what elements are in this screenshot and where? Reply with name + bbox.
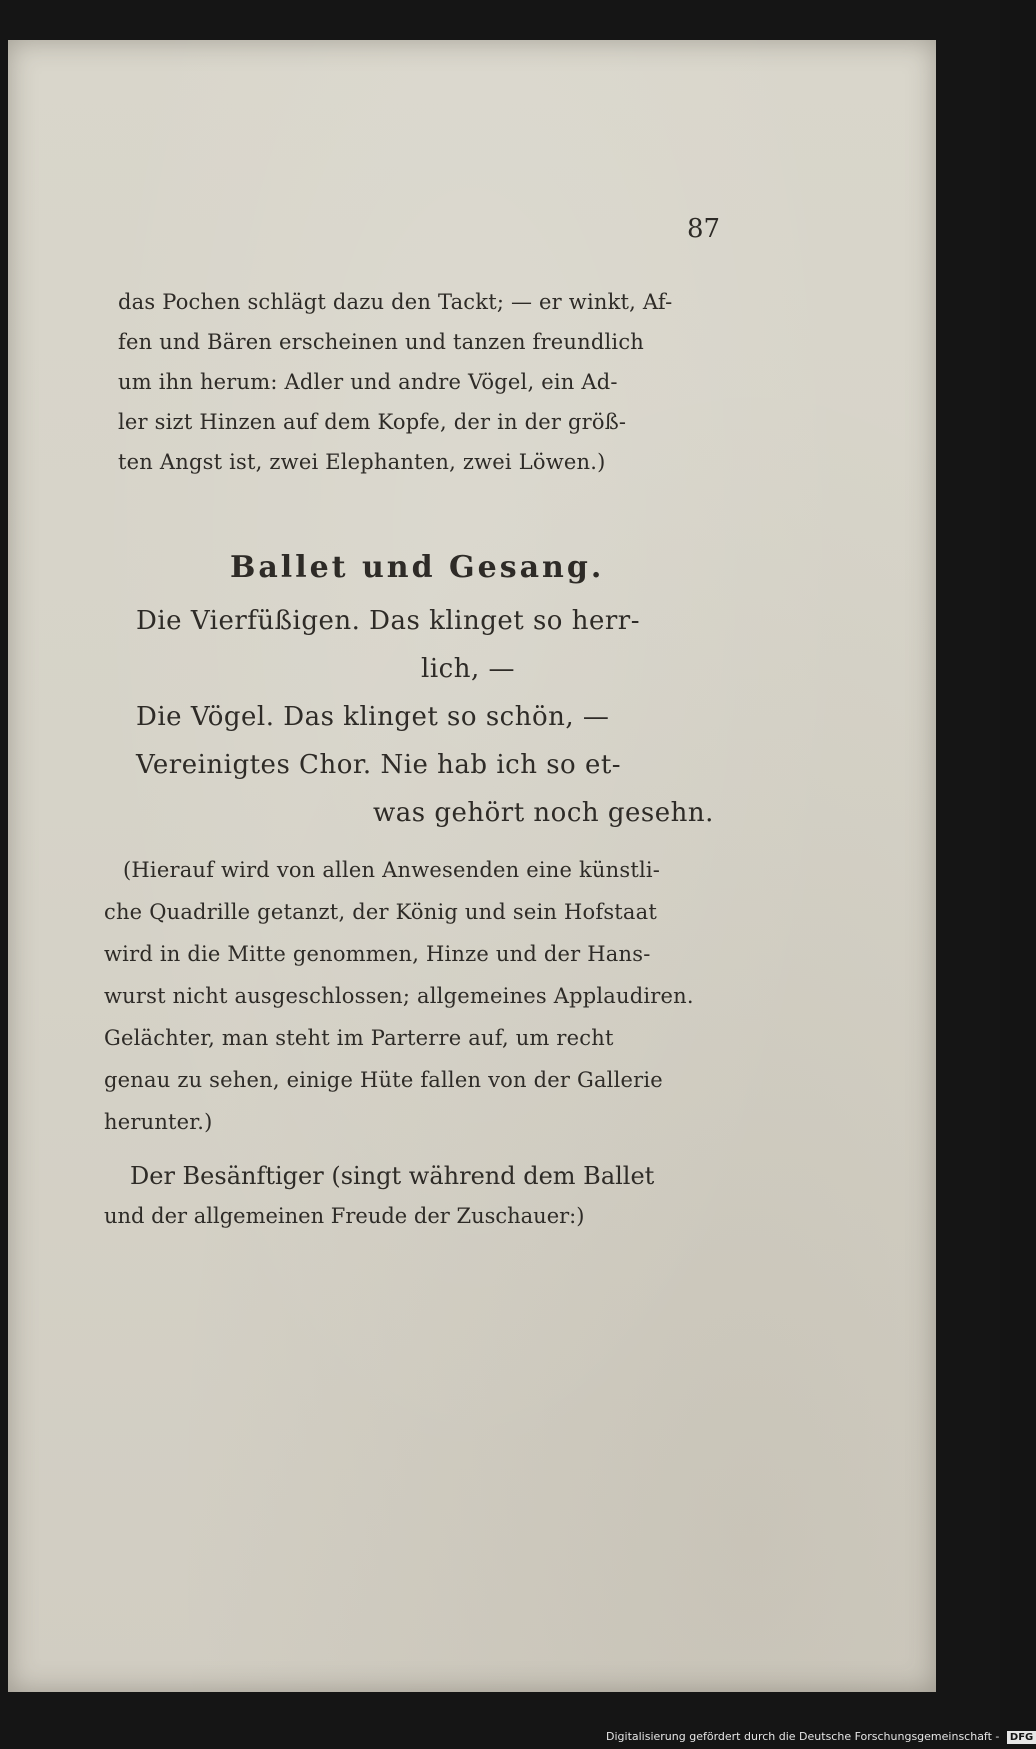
verse-line: Die Vierfüßigen. Das klinget so herr- bbox=[136, 606, 640, 636]
text-line: herunter.) bbox=[104, 1110, 213, 1134]
verse-line: Die Vögel. Das klinget so schön, — bbox=[136, 702, 610, 732]
dfg-logo: DFG bbox=[1007, 1731, 1036, 1744]
text-line: fen und Bären erscheinen und tanzen freundlich bbox=[118, 330, 645, 354]
text-line: che Quadrille getanzt, der König und sein Hofstaat bbox=[104, 900, 658, 924]
verse-line: was gehört noch gesehn. bbox=[373, 798, 714, 828]
text-line: (Hierauf wird von allen Anwesenden eine künstli- bbox=[123, 858, 661, 882]
text-line: genau zu sehen, einige Hüte fallen von der Gallerie bbox=[104, 1068, 663, 1092]
text-line: ler sizt Hinzen auf dem Kopfe, der in der größ- bbox=[118, 410, 627, 434]
verse-line: Vereinigtes Chor. Nie hab ich so et- bbox=[136, 750, 622, 780]
text-line: wird in die Mitte genommen, Hinze und der Hans- bbox=[104, 942, 651, 966]
digitization-credit bbox=[606, 1730, 1036, 1744]
page-number: 87 bbox=[687, 214, 721, 244]
text-line: ten Angst ist, zwei Elephanten, zwei Löwen.) bbox=[118, 450, 606, 474]
book-page bbox=[8, 40, 936, 1692]
text-line: Gelächter, man steht im Parterre auf, um recht bbox=[104, 1026, 614, 1050]
credit-text: Digitalisierung gefördert durch die Deutsche Forschungsgemeinschaft - bbox=[606, 1730, 1000, 1743]
text-line: Der Besänftiger (singt während dem Ballet bbox=[130, 1162, 655, 1190]
text-line: wurst nicht ausgeschlossen; allgemeines Applaudiren. bbox=[104, 984, 694, 1008]
section-heading: Ballet und Gesang. bbox=[230, 550, 605, 585]
text-line: das Pochen schlägt dazu den Tackt; — er winkt, Af- bbox=[118, 290, 673, 314]
text-line: um ihn herum: Adler und andre Vögel, ein Ad- bbox=[118, 370, 618, 394]
verse-line: lich, — bbox=[421, 654, 515, 684]
text-line: und der allgemeinen Freude der Zuschauer:) bbox=[104, 1204, 585, 1228]
